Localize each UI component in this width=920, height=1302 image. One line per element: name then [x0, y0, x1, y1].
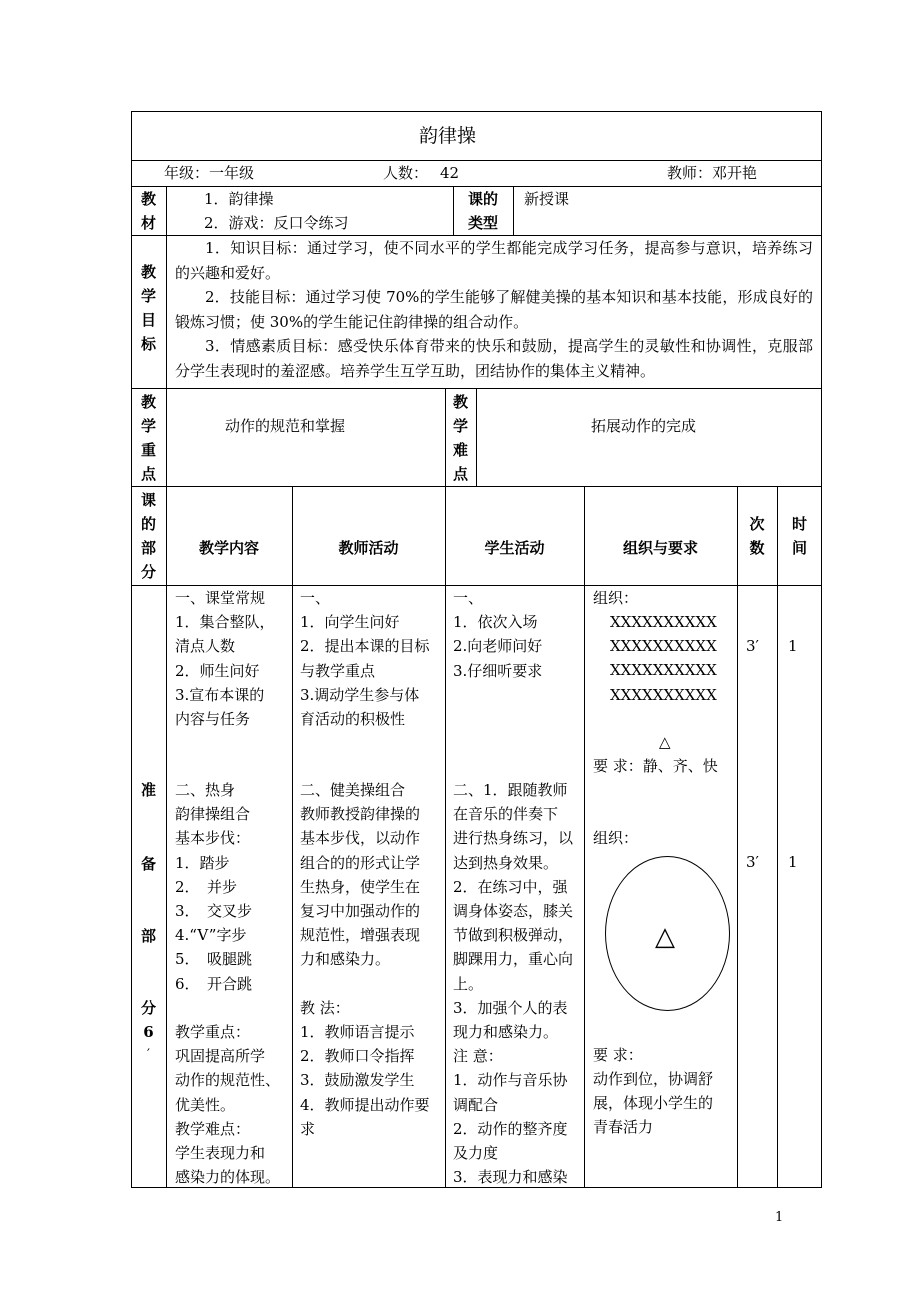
header-org: 组织与要求 [622, 539, 698, 557]
org-b-triangle: △ [655, 922, 675, 952]
list-line: 2．动作的整齐度 [453, 1119, 568, 1138]
list-line: 1．踏步 [175, 853, 230, 872]
student-count-value: 42 [440, 164, 460, 182]
times-a: 3′ [746, 637, 759, 655]
goals-label: 教 学 目 标 [140, 263, 156, 353]
list-line: 感染力的体现。 [175, 1168, 281, 1187]
section-label-6: ′ [147, 1047, 150, 1062]
org-a-requirement: 要 求：静、齐、快 [593, 757, 718, 775]
list-line: 规范性，增强表现 [300, 926, 421, 945]
list-line: 育活动的积极性 [300, 710, 406, 729]
header-content: 教学内容 [198, 539, 259, 557]
page-title: 韵律操 [419, 125, 477, 147]
list-line: 组合的的形式让学 [300, 853, 421, 872]
list-line: 展，体现小学生的 [593, 1094, 714, 1113]
list-line: 1．依次入场 [453, 613, 538, 632]
lesson-type-label: 课的 类型 [467, 190, 498, 232]
list-line: 1．集合整队， [175, 613, 275, 632]
list-line: 3.宣布本课的 [175, 685, 265, 704]
time-a: 1 [788, 637, 798, 655]
list-line: 优美性。 [175, 1095, 236, 1114]
teacher-list-a [300, 586, 430, 731]
list-line: XXXXXXXXXX [610, 637, 717, 656]
teacher-name: 教师：邓开艳 [667, 164, 758, 182]
org-b-requirement [593, 1067, 713, 1140]
list-line: 教师教授韵律操的 [300, 805, 421, 824]
col-line-label [166, 186, 167, 1188]
section-label-1: 准 [140, 781, 156, 799]
list-line: 4.“V”字步 [175, 926, 247, 945]
lesson-type-value: 新授课 [524, 190, 570, 208]
list-line: 2． 并步 [175, 877, 238, 896]
list-line: 2．在练习中，强 [453, 877, 568, 896]
list-line: 6． 开合跳 [175, 974, 253, 993]
section-label-3: 部 [140, 927, 156, 945]
student-count-label: 人数： [383, 164, 429, 182]
list-line: 调身体姿态，膝关 [453, 902, 574, 921]
list-line: 脚踝用力，重心向 [453, 950, 574, 969]
header-student: 学生活动 [484, 539, 545, 557]
header-teacher: 教师活动 [338, 539, 399, 557]
list-line: 在音乐的伴奏下 [453, 805, 559, 824]
goal-knowledge: 1．知识目标：通过学习，使不同水平的学生都能完成学习任务，提高参与意识，培养练习的兴趣和爱好。 [175, 239, 813, 282]
material-label: 教 材 [140, 190, 156, 232]
material-item-2: 2．游戏：反口令练习 [204, 214, 349, 232]
list-line: 2．师生问好 [175, 661, 260, 680]
list-line: 教学重点： [175, 1023, 251, 1042]
col-line-student [584, 486, 585, 1188]
list-line: 一、 [300, 589, 331, 607]
list-line: 一、课堂常规 [175, 589, 266, 607]
list-line: 5． 吸腿跳 [175, 950, 253, 969]
content-list-a [175, 586, 275, 731]
time-b: 1 [788, 853, 798, 871]
col-line-content [292, 486, 293, 1188]
org-b-req-label: 要 求： [593, 1046, 643, 1064]
list-line: 现力和感染力。 [453, 1023, 559, 1042]
header-time: 时 间 [791, 515, 807, 557]
list-line: 2.向老师问好 [453, 637, 543, 656]
header-times: 次 数 [749, 515, 765, 557]
list-line: 及力度 [453, 1144, 499, 1163]
list-line: 达到热身效果。 [453, 853, 559, 872]
list-line: 教 法： [300, 998, 350, 1017]
list-line: 动作的规范性、 [175, 1071, 281, 1090]
col-line-type-right [513, 186, 514, 235]
col-line-diff-right [476, 388, 477, 486]
list-line: 3.调动学生参与体 [300, 685, 420, 704]
list-line [175, 996, 280, 1020]
student-list-b [453, 778, 573, 1189]
difficulty-value: 拓展动作的完成 [591, 417, 697, 435]
list-line: 力和感染力。 [300, 950, 391, 969]
list-line [300, 972, 430, 996]
goals-text [175, 236, 813, 383]
list-line: 基本步伐，以动作 [300, 829, 421, 848]
list-line: 3．鼓励激发学生 [300, 1071, 415, 1090]
list-line: 二、热身 [175, 781, 236, 799]
list-line: 2．提出本课的目标 [300, 637, 430, 656]
list-line: 基本步伐： [175, 829, 251, 848]
section-label-4: 分 [140, 999, 156, 1017]
list-line: XXXXXXXXXX [610, 685, 717, 704]
list-line: 生热身，使学生在 [300, 877, 421, 896]
list-line: 4．教师提出动作要 [300, 1095, 430, 1114]
col-line-org [737, 486, 738, 1188]
list-line: 二、健美操组合 [300, 781, 406, 799]
list-line: 1．教师语言提示 [300, 1023, 415, 1042]
content-list-b [175, 778, 280, 1189]
list-line: 巩固提高所学 [175, 1047, 266, 1066]
times-b: 3′ [746, 853, 759, 871]
list-line: 韵律操组合 [175, 805, 251, 824]
list-line: 青春活力 [593, 1118, 654, 1137]
list-line: 内容与任务 [175, 710, 251, 729]
focus-value: 动作的规范和掌握 [225, 417, 346, 435]
list-line: 上。 [453, 974, 484, 993]
row-line-focus [131, 486, 822, 487]
list-line: 3． 交叉步 [175, 902, 253, 921]
list-line: 调配合 [453, 1095, 499, 1114]
col-line-teacher [445, 486, 446, 1188]
list-line: 二、1．跟随教师 [453, 781, 568, 799]
list-line: XXXXXXXXXX [610, 613, 717, 631]
list-line: XXXXXXXXXX [610, 661, 717, 680]
goal-emotion: 3．情感素质目标：感受快乐体育带来的快乐和鼓励，提高学生的灵敏性和协调性，克服部分学生表现时的羞涩感。培养学生互学互助，团结协作的集体主义精神。 [175, 337, 813, 380]
header-part: 课 的 部 分 [140, 491, 156, 581]
list-line: 2．教师口令指挥 [300, 1047, 415, 1066]
org-a-triangle: △ [659, 733, 671, 751]
focus-label: 教 学 重 点 [140, 393, 156, 483]
goal-skill: 2．技能目标：通过学习使 70%的学生能够了解健美操的基本知识和基本技能，形成良好的锻炼习惯；使 30%的学生能记住韵律操的组合动作。 [175, 288, 813, 331]
grade-text: 年级：一年级 [164, 164, 255, 182]
list-line: 与教学重点 [300, 661, 376, 680]
list-line: 一、 [453, 589, 484, 607]
list-line: 复习中加强动作的 [300, 902, 421, 921]
list-line: 进行热身练习，以 [453, 829, 574, 848]
section-label-5: 6 [143, 1023, 154, 1041]
org-a-label: 组织： [593, 589, 639, 607]
teacher-list-b [300, 778, 430, 1141]
list-line: 学生表现力和 [175, 1144, 266, 1163]
list-line: 教学难点： [175, 1119, 251, 1138]
page-number: 1 [775, 1210, 784, 1225]
list-line: 求 [300, 1119, 316, 1138]
list-line: 3.仔细听要求 [453, 661, 543, 680]
difficulty-label: 教 学 难 点 [452, 393, 468, 483]
list-line: 节做到积极弹动， [453, 926, 574, 945]
list-line: 动作到位，协调舒 [593, 1070, 714, 1088]
list-line: 1．向学生问好 [300, 613, 400, 632]
material-item-1: 1．韵律操 [204, 190, 274, 208]
org-b-label: 组织： [593, 829, 639, 847]
col-line-times [777, 486, 778, 1188]
list-line: 注 意： [453, 1047, 503, 1066]
list-line: 1．动作与音乐协 [453, 1071, 568, 1090]
list-line: 3．加强个人的表 [453, 998, 568, 1017]
list-line: 清点人数 [175, 637, 236, 656]
section-label-2: 备 [140, 855, 156, 873]
org-a-formation [610, 610, 717, 707]
student-list-a [453, 586, 542, 683]
list-line: 3．表现力和感染 [453, 1168, 568, 1187]
